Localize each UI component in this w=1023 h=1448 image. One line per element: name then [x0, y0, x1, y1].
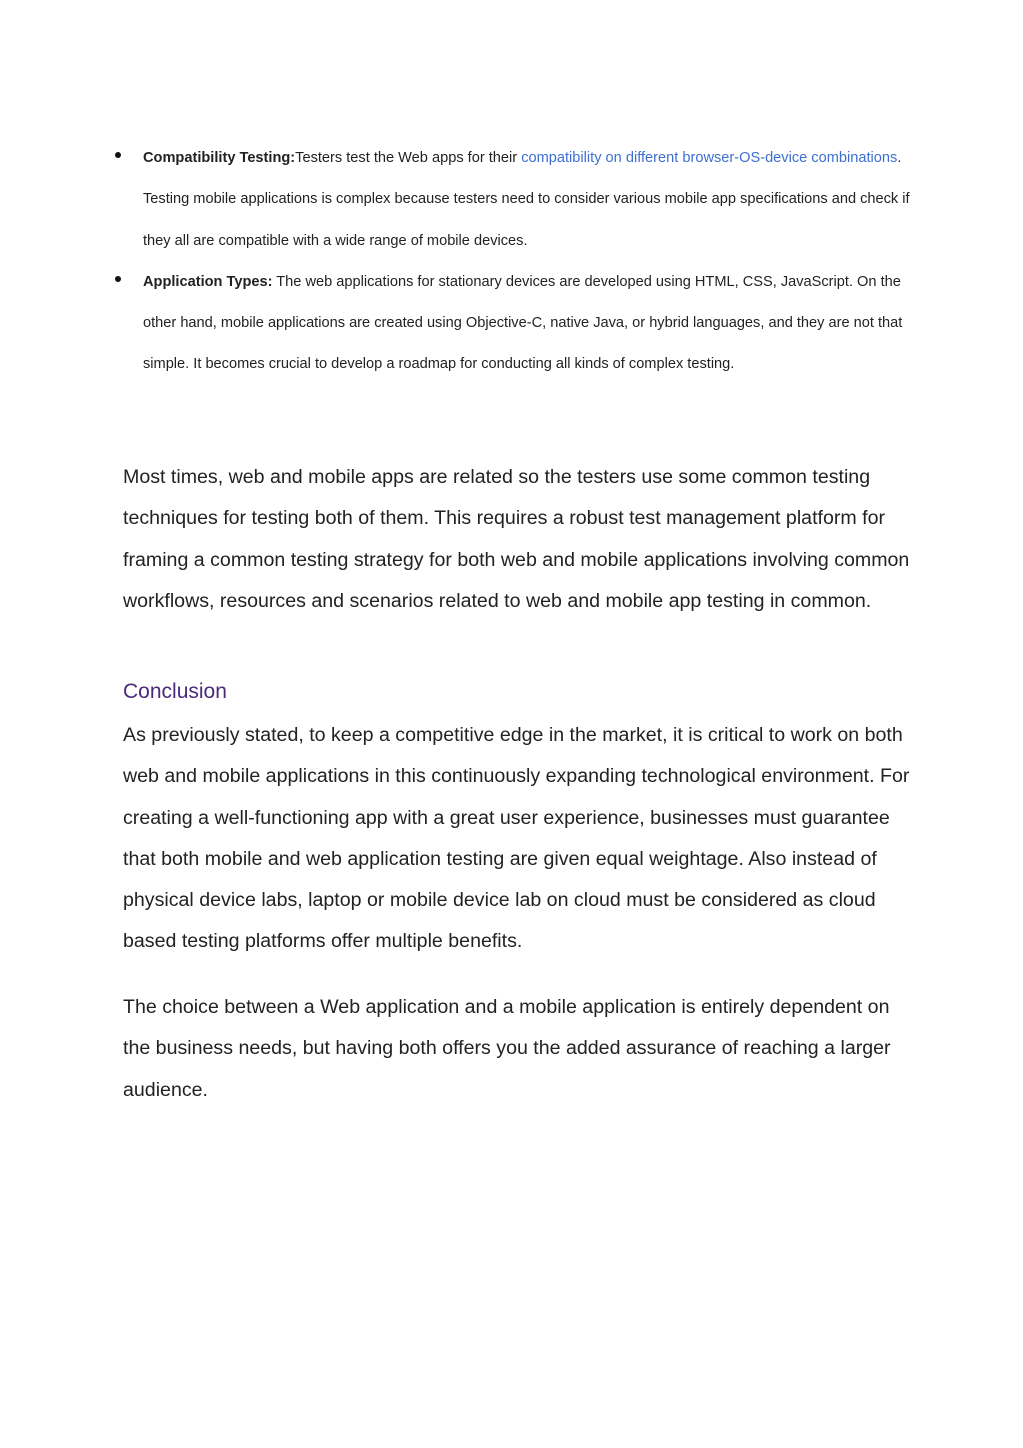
- bullet-item-compatibility-testing: [143, 138, 913, 262]
- bullet-item-application-types: [143, 262, 913, 386]
- bullet-term: Compatibility Testing:: [143, 150, 296, 166]
- conclusion-paragraph: As previously stated, to keep a competitive edge in the market, it is critical to work on both web and mobile applications in this continuously expanding technological environment. For creating a well-functioning app with a great user experience, businesses must guarantee that both mobile and web application testing are given equal weightage. Also instead of physical device labs, laptop or mobile device lab on cloud must be considered as cloud based testing platforms offer multiple benefits.: [123, 724, 910, 953]
- conclusion-paragraph: The choice between a Web application and a mobile application is entirely dependent on the business needs, but having both offers you the added assurance of reaching a larger audience.: [123, 996, 891, 1101]
- bullet-text: Testers test the Web apps for their: [295, 150, 522, 166]
- bullet-text: The web applications for stationary devices are developed using HTML, CSS, JavaScript. On the other hand, mobile applications are created using Objective-C, native Java, or hybrid languages, and they are not that simple. It becomes crucial to develop a roadmap for conducting all kinds of complex testing.: [143, 273, 903, 373]
- bullet-list: [143, 138, 913, 386]
- bullet-dot-icon: [115, 152, 121, 158]
- bullet-term: Application Types:: [143, 273, 273, 290]
- conclusion-heading: Conclusion: [123, 680, 227, 703]
- compatibility-link[interactable]: compatibility on different browser-OS-device combinations: [521, 150, 898, 166]
- body-paragraph: Most times, web and mobile apps are related so the testers use some common testing techniques for testing both of them. This requires a robust test management platform for framing a common testing strategy for both web and mobile applications involving common workflows, resources and scenarios related to web and mobile app testing in common.: [123, 466, 910, 612]
- bullet-text: . Testing mobile applications is complex because testers need to consider various mobile app specifications and check if they all are compatible with a wide range of mobile devices.: [143, 150, 910, 249]
- bullet-dot-icon: [115, 276, 121, 282]
